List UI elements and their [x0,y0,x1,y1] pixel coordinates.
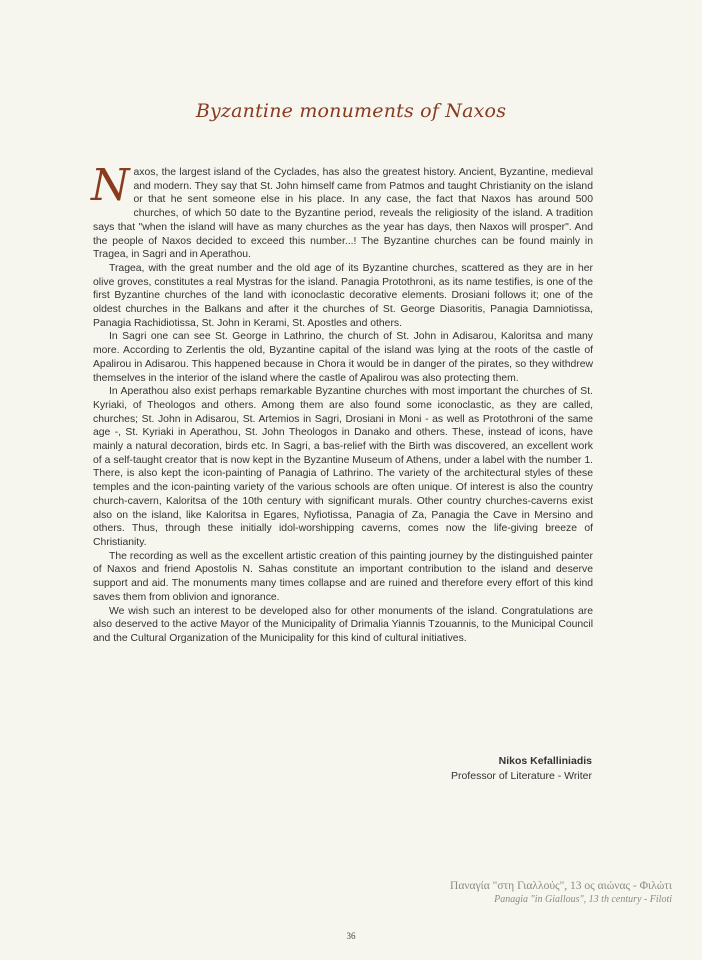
paragraph-2: Tragea, with the great number and the old age of its Byzantine churches, scattered as they are in her olive groves, constitutes a real Mystras for the island. Panagia Protothroni, as its name testifies, is one of the first Byzantine churches of the land with iconoclastic decorative elements. Drosiani follows it; one of the oldest churches in the Balkans and after it the churches of St. George Diasoritis, Panagia Damniotissa, Panagia Rachidiotissa, St. John in Kerami, St. Apostles and others. [93,262,593,329]
paragraph-5: The recording as well as the excellent artistic creation of this painting journey by the distinguished painter of Naxos and friend Apostolis N. Sahas constitute an important contribution to the island and deserve support and aid. The monuments many times collapse and are ruined and therefore every effort of this kind saves them from oblivion and ignorance. [93,550,593,603]
drop-cap: N [91,160,130,211]
paragraph-1-text: axos, the largest island of the Cyclades, has also the greatest history. Ancient, Byzantine, medieval and modern. They say that St. John himself came from Patmos and taught Christianity on the island or that he sent someone else in his place. In any case, the fact that Naxos has around 500 churches, of which 50 date to the Byzantine period, reveals the religiosity of the island. A tradition says that "when the island will have as many churches as the year has days, then Naxos will prosper". And the people of Naxos decided to exceed this number...! The Byzantine churches can be found mainly in Tragea, in Sagri and in Aperathou. [93,167,593,261]
author-name: Nikos Kefalliniadis [498,755,592,767]
image-caption [450,879,672,906]
page-title: Byzantine monuments of Naxos [195,100,507,122]
paragraph-1 [91,160,593,262]
article-body [91,160,593,646]
caption-greek: Παναγία "στη Γιαλλούς", 13 ος αιώνας - Φιλώτι [450,880,672,892]
signature [451,754,592,784]
caption-english: Panagia "in Giallous", 13 th century - Filoti [494,894,672,905]
paragraph-6: We wish such an interest to be developed also for other monuments of the island. Congratulations are also deserved to the active Mayor of the Municipality of Drimalia Yiannis Tzouannis, to the Municipal Council and the Cultural Organization of the Municipality for this kind of cultural initiatives. [93,605,593,644]
paragraph-4: In Aperathou also exist perhaps remarkable Byzantine churches with most important the churches of St. Kyriaki, of Theologos and others. Among them are also found some iconoclastic, as they are called, churches; St. John in Adisarou, St. Artemios in Sagri, Drosiani in Moni - as well as Protothroni of the same age -, St. Kyriaki in Aperathou, St. John Theologos in Danako and others. These, instead of icons, have mainly a natural decoration, birds etc. In Sagri, a bas-relief with the Birth was discovered, an excellent work of a self-taught creator that is now kept in the Byzantine Museum of Athens, under a label with the number 1. There, is also kept the icon-painting of Panagia of Lathrino. The variety of the architectural styles of these temples and the icon-painting variety of the various schools are often unique. Of interest is also the country church-cavern, Kaloritsa of the 10th century with significant murals. Other country churches-caverns exist also on the island, like Kaloritsa in Egares, Nyfiotissa, Panagia of Za, Panagia the Cave in Mersino and others. Thus, through these initially idol-worshipping caverns, comes now the life-giving breeze of Christianity. [93,386,593,548]
paragraph-3: In Sagri one can see St. George in Lathrino, the church of St. John in Adisarou, Kaloritsa and many more. According to Zerlentis the old, Byzantine capital of the island was lying at the roots of the castle of Apalirou in Adisarou. This happened because in Chora it would be in danger of the pirates, so they withdrew themselves in the interior of the island where the castle of Apalirou was also protecting them. [93,331,593,384]
page-number: 36 [346,931,356,941]
author-role: Professor of Literature - Writer [450,770,592,782]
